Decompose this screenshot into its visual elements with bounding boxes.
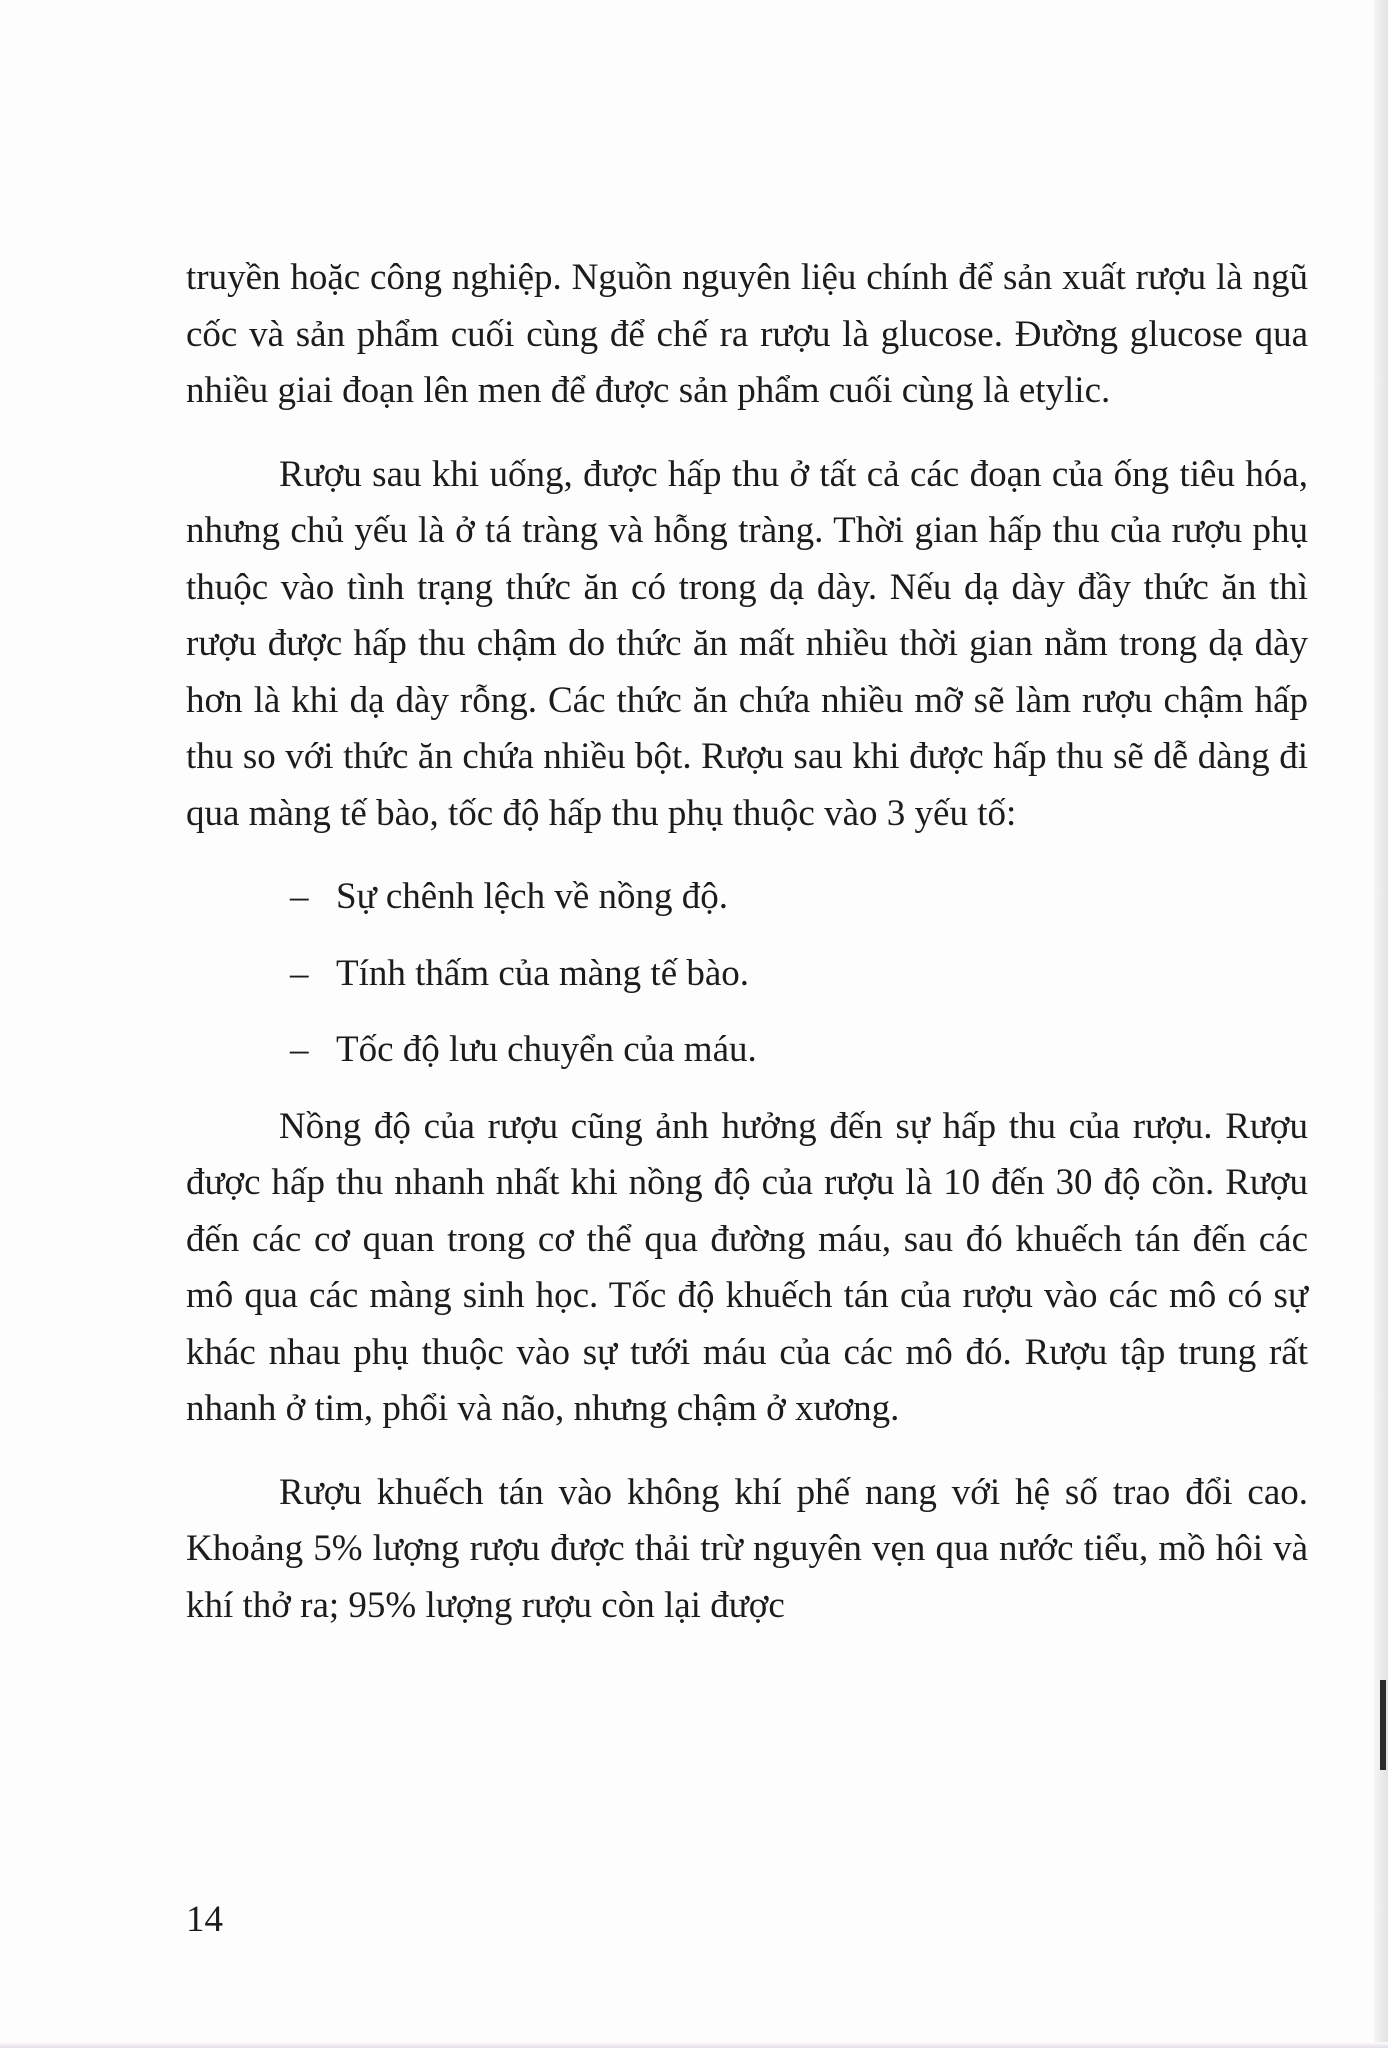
list-marker: – (290, 1029, 309, 1070)
page-edge-mark (1380, 1680, 1386, 1770)
list-marker: – (290, 952, 309, 994)
page-body (186, 250, 1308, 1634)
page-number: 14 (186, 1899, 223, 1940)
list-item (186, 1022, 1308, 1079)
page-edge-bottom (0, 2042, 1388, 2048)
list-item-text: Sự chênh lệch về nồng độ. (336, 876, 729, 917)
paragraph-diffusion: Rượu khuếch tán vào không khí phế nang với hệ số trao đổi cao. Khoảng 5% lượng rượu được thải trừ nguyên vẹn qua nước tiểu, mồ hôi và khí thở ra; 95% lượng rượu còn lại được (186, 1471, 1308, 1626)
list-item-text: Tốc độ lưu chuyển của máu. (336, 1029, 757, 1070)
list-item (186, 946, 1308, 1003)
list-item-text: Tính thấm của màng tế bào. (336, 952, 750, 994)
paragraph-absorption: Rượu sau khi uống, được hấp thu ở tất cả các đoạn của ống tiêu hóa, nhưng chủ yếu là ở tá tràng và hỗng tràng. Thời gian hấp thu của rượu phụ thuộc vào tình trạng thức ăn có trong dạ dày. Nếu dạ dày đầy thức ăn thì rượu được hấp thu chậm do thức ăn mất nhiều thời gian nằm trong dạ dày hơn là khi dạ dày rỗng. Các thức ăn chứa nhiều mỡ sẽ làm rượu chậm hấp thu so với thức ăn chứa nhiều bột. Rượu sau khi được hấp thu sẽ dễ dàng đi qua màng tế bào, tốc độ hấp thu phụ thuộc vào 3 yếu tố: (186, 453, 1308, 834)
paragraph-concentration: Nồng độ của rượu cũng ảnh hưởng đến sự hấp thu của rượu. Rượu được hấp thu nhanh nhất khi nồng độ của rượu là 10 đến 30 độ cồn. Rượu đến các cơ quan trong cơ thể qua đường máu, sau đó khuếch tán đến các mô qua các màng sinh học. Tốc độ khuếch tán của rượu vào các mô có sự khác nhau phụ thuộc vào sự tưới máu của các mô đó. Rượu tập trung rất nhanh ở tim, phổi và não, nhưng chậm ở xương. (186, 1105, 1308, 1429)
list-item (186, 869, 1308, 926)
page-edge-right (1374, 0, 1388, 2048)
factor-list (186, 869, 1308, 1079)
paragraph-continuation: truyền hoặc công nghiệp. Nguồn nguyên liệu chính để sản xuất rượu là ngũ cốc và sản phẩm cuối cùng để chế ra rượu là glucose. Đường glucose qua nhiều giai đoạn lên men để được sản phẩm cuối cùng là etylic. (186, 257, 1308, 411)
list-marker: – (290, 876, 309, 917)
